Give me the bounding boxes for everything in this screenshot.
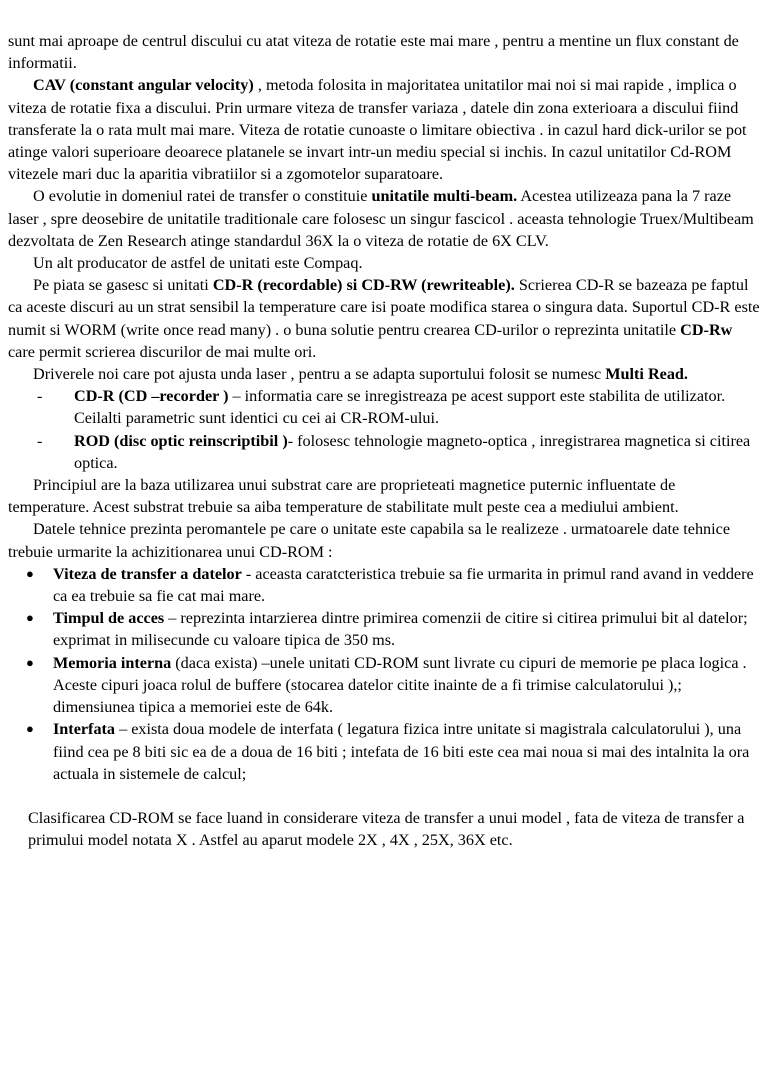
term-multibeam: unitatile multi-beam.: [371, 187, 518, 206]
list-item: [8, 718, 760, 785]
dash-list: [8, 385, 760, 474]
list-item-subtext: Aceste cipuri joaca rolul de buffere (stocarea datelor citite inainte de a fi trimise calculatorului ),; dimensiunea tipica a memoriei este de 64k.: [53, 675, 682, 717]
list-item-text: - aceasta caratcteristica trebuie sa fie urmarita in primul rand avand in veddere ca ea trebuie sa fie cat mai mare.: [53, 564, 754, 606]
list-item-term: Memoria interna: [53, 653, 172, 672]
paragraph-multibeam-text-b: Acestea utilizeaza pana la 7 raze laser , spre deosebire de unitatile traditionale care folosesc un singur fascicol . aceasta tehnologie Truex/Multibeam dezvoltata de Zen Research atinge standardul 36X la o viteza de rotatie de 6X CLV.: [8, 187, 754, 250]
paragraph-cdr-cdrw: [8, 274, 760, 363]
paragraph-cav-text: , metoda folosita in majoritatea unitatilor mai noi si mai rapide , implica o viteza de rotatie fixa a discului. Prin urmare viteza de transfer variaza , datele din zona exterioara a discului fiind transferate la o rata mult mai mare. Viteza de rotatie cunoaste o limitare obiectiva . in cazul hard dick-urilor se pot atinge valori superioare deoarece platanele se invart intr-un mediu special si inchis. In cazul unitatilor Cd-ROM vitezele mari duc la aparitia vibratiilor si a zgomotelor suparatoare.: [8, 76, 747, 184]
blank-line: [8, 785, 760, 807]
list-item-subparagraph: [53, 674, 760, 718]
list-item-text: - folosesc tehnologie magneto-optica , inregistrarea magnetica si citirea optica.: [74, 431, 751, 472]
dash-marker: -: [37, 431, 43, 450]
bullet-list: [8, 563, 760, 785]
list-item-term: Timpul de acces: [53, 609, 165, 628]
paragraph-cav: [8, 74, 760, 185]
list-item-term: Viteza de transfer a datelor: [53, 564, 242, 583]
list-item: [8, 607, 760, 651]
bullet-marker: ●: [26, 565, 34, 581]
term-cdr-cdrw: CD-R (recordable) si CD-RW (rewriteable).: [212, 276, 515, 295]
list-item-text: (daca exista) –unele unitati CD-ROM sunt livrate cu cipuri de memorie pe placa logica .: [171, 653, 747, 672]
list-item-term: CD-R (CD –recorder ): [74, 387, 229, 406]
document-page: [8, 30, 760, 851]
paragraph-cdr-text-b: Scrierea CD-R se bazeaza pe faptul ca aceste discuri au un strat sensibil la temperature care isi poate modifica starea o singura data. Suportul CD-R este numit si WORM (write once read many) . o buna solutie pentru crearea CD-urilor o reprezinta unitatile: [8, 276, 760, 339]
term-cdrw: CD-Rw: [680, 320, 733, 339]
paragraph-intro: sunt mai aproape de centrul discului cu atat viteza de rotatie este mai mare , pentru a mentine un flux constant de informatii.: [8, 32, 739, 73]
paragraph-classification: Clasificarea CD-ROM se face luand in considerare viteza de transfer a unui model , fata de viteza de transfer a primului model notata X . Astfel au aparut modele 2X , 4X , 25X, 36X etc.: [28, 808, 745, 850]
paragraph-cdr-text-a: Pe piata se gasesc si unitati: [33, 276, 213, 295]
paragraph-tech-data: Datele tehnice prezinta peromantele pe care o unitate este capabila sa le realizeze . urmatoarele date tehnice trebuie urmarite la achizitionarea unui CD-ROM :: [8, 520, 731, 561]
term-multiread: Multi Read.: [605, 365, 688, 384]
paragraph-compaq: Un alt producator de astfel de unitati este Compaq.: [33, 254, 363, 273]
list-item: [8, 430, 760, 474]
bullet-marker: ●: [26, 721, 34, 737]
list-item: [8, 652, 760, 719]
paragraph-multibeam: [8, 185, 760, 252]
list-item-term: Interfata: [53, 720, 116, 739]
bullet-marker: ●: [26, 654, 34, 670]
paragraph-multibeam-text-a: O evolutie in domeniul ratei de transfer o constituie: [33, 187, 372, 206]
paragraph-multiread-text: Driverele noi care pot ajusta unda laser , pentru a se adapta suportului folosit se numesc: [33, 365, 606, 384]
list-item-term: ROD (disc optic reinscriptibil ): [74, 431, 288, 450]
paragraph-multiread: [8, 363, 760, 385]
paragraph-principle: Principiul are la baza utilizarea unui substrat care are proprieteati magnetice puternic influentate de temperature. Acest substrat trebuie sa aiba temperature de stabilitate mult peste cea a mediului ambient.: [8, 476, 679, 517]
dash-marker: -: [37, 387, 43, 406]
bullet-marker: ●: [26, 610, 34, 626]
term-cav: CAV (constant angular velocity): [33, 76, 254, 95]
list-item: [8, 563, 760, 607]
list-item-text: – informatia care se inregistreaza pe acest support este stabilita de utilizator. Ceilalti parametric sunt identici cu cei ai CR-ROM-ului.: [74, 387, 726, 428]
paragraph-cdr-text-c: care permit scrierea discurilor de mai multe ori.: [8, 342, 317, 361]
list-item-text: – reprezinta intarzierea dintre primirea comenzii de citire si citirea primului bit al datelor; exprimat in milisecunde cu valoare tipica de 350 ms.: [53, 609, 748, 650]
list-item-text: – exista doua modele de interfata ( legatura fizica intre unitate si magistrala calculatorului ), una fiind cea pe 8 biti sic ea de a doua de 16 biti ; intefata de 16 biti este cea mai noua si mai des intalnita la ora actuala in sistemele de calcul;: [53, 720, 750, 783]
list-item: [8, 385, 760, 429]
